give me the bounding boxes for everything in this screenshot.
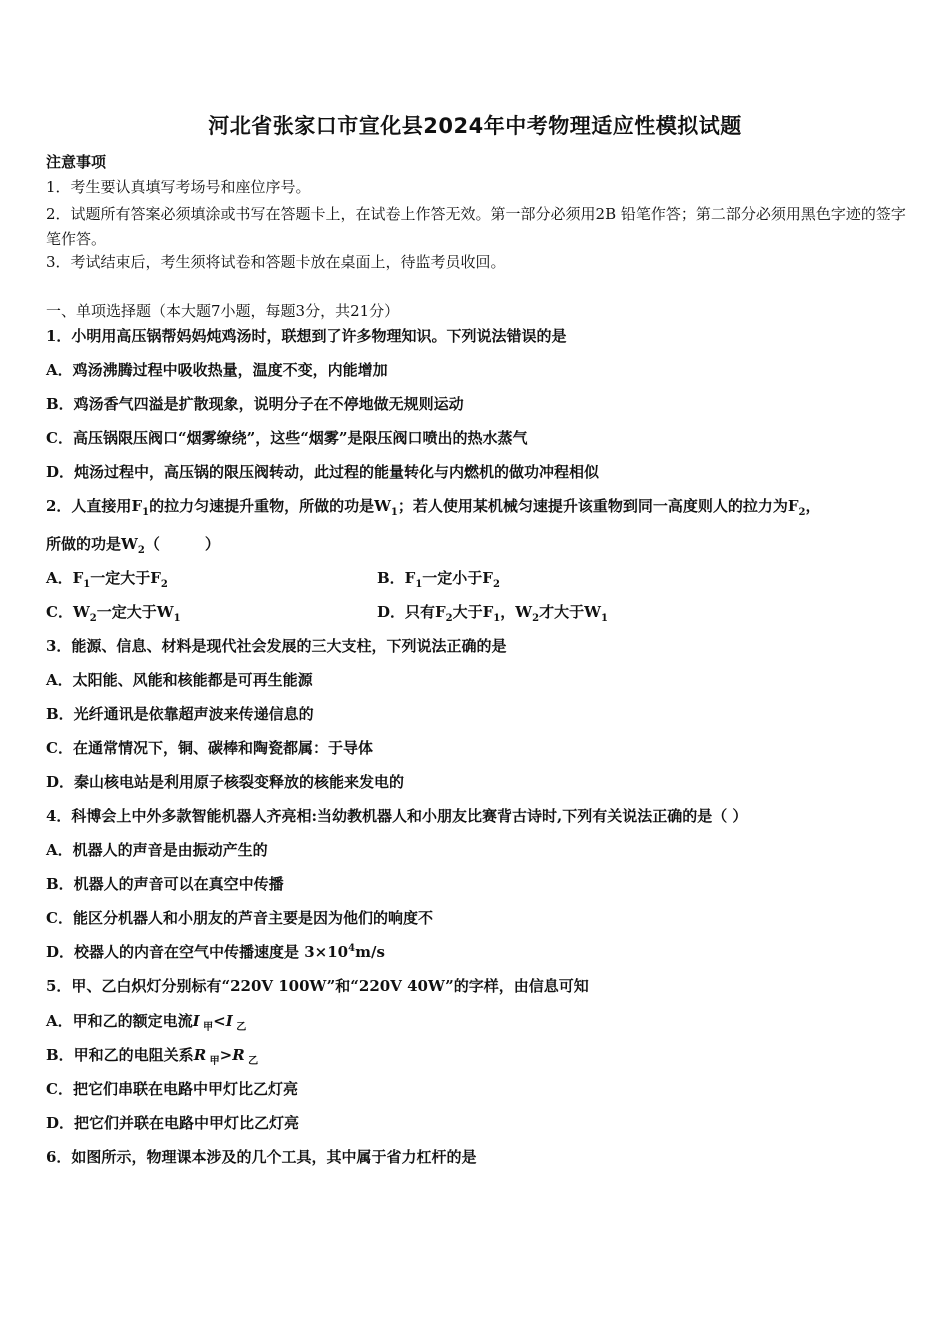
question-2-options-row-1 (46, 568, 910, 588)
notice-item-3: 3．考试结束后，考生须将试卷和答题卡放在桌面上，待监考员收回。 (46, 253, 506, 271)
question-1-option-c: C．高压锅限压阀口“烟雾缭绕”，这些“烟雾”是限压阀口喷出的热水蒸气 (46, 429, 528, 447)
question-3-stem: 3．能源、信息、材料是现代社会发展的三大支柱，下列说法正确的是 (46, 637, 507, 655)
question-3-option-b: B．光纤通讯是依靠超声波来传递信息的 (46, 705, 314, 723)
question-2-option-b: B．$F_1$一定小于$F_2$ (377, 569, 500, 590)
notice-item-1: 1．考生要认真填写考场号和座位序号。 (46, 178, 311, 196)
question-3-option-c: C．在通常情况下，铜、碳棒和陶瓷都属：于导体 (46, 739, 373, 757)
question-1-option-a: A．鸡汤沸腾过程中吸收热量，温度不变，内能增加 (46, 361, 388, 379)
notice-heading: 注意事项 (46, 153, 107, 171)
page-title: 河北省张家口市宣化县2024年中考物理适应性模拟试题 (208, 114, 742, 138)
question-4-option-c: C．能区分机器人和小朋友的芦音主要是因为他们的响度不 (46, 909, 433, 927)
question-2-option-a: A．$F_1$一定大于$F_2$ (46, 569, 168, 590)
question-2-options-row-2 (46, 602, 910, 622)
question-2-stem: 2．人直接用$F_1$的拉力匀速提升重物，所做的功是$W_1$；若人使用某机械匀速提升该重物到同一高度则人的拉力为$F_2$， (46, 497, 821, 518)
question-3-option-a: A．太阳能、风能和核能都是可再生能源 (46, 671, 313, 689)
question-2-stem-continued: 所做的功是$W_2$（ ） (46, 535, 220, 556)
question-1-stem: 1．小明用高压锅帮妈妈炖鸡汤时，联想到了许多物理知识。下列说法错误的是 (46, 327, 567, 345)
question-2-option-d: D．只有$F_2$大于$F_1$，$W_2$才大于$W_1$ (377, 603, 608, 624)
question-3-option-d: D．秦山核电站是利用原子核裂变释放的核能来发电的 (46, 773, 405, 791)
question-6-stem: 6．如图所示，物理课本涉及的几个工具，其中属于省力杠杆的是 (46, 1148, 477, 1166)
question-5-option-d: D．把它们并联在电路中甲灯比乙灯亮 (46, 1114, 300, 1132)
notice-item-2: 2．试题所有答案必须填涂或书写在答题卡上，在试卷上作答无效。第一部分必须用2B 铅笔作答；第二部分必须用黑色字迹的签字笔作答。 (46, 205, 906, 248)
question-4-option-d: D．校器人的内音在空气中传播速度是 $3\times 10^4m/s$ (46, 943, 385, 961)
question-4-option-a: A．机器人的声音是由振动产生的 (46, 841, 268, 859)
question-1-option-b: B．鸡汤香气四溢是扩散现象，说明分子在不停地做无规则运动 (46, 395, 464, 413)
question-2-option-c: C．$W_2$一定大于$W_1$ (46, 603, 181, 624)
question-4-option-b: B．机器人的声音可以在真空中传播 (46, 875, 284, 893)
question-1-option-d: D．炖汤过程中，高压锅的限压阀转动，此过程的能量转化与内燃机的做功冲程相似 (46, 463, 600, 481)
question-5-option-c: C．把它们串联在电路中甲灯比乙灯亮 (46, 1080, 298, 1098)
question-5-stem: 5．甲、乙白炽灯分别标有“220V 100W”和“220V 40W”的字样，由信息可知 (46, 977, 589, 995)
question-5-option-b: B．甲和乙的电阻关系R $_甲$>R $_乙$ (46, 1046, 259, 1067)
question-4-stem: 4．科博会上中外多款智能机器人齐亮相:当幼教机器人和小朋友比赛背古诗时,下列有关说法正确的是（ ） (46, 807, 748, 825)
section-heading: 一、单项选择题（本大题7小题，每题3分，共21分） (46, 302, 400, 320)
question-5-option-a: A．甲和乙的额定电流I $_甲$<I $_乙$ (46, 1012, 247, 1033)
